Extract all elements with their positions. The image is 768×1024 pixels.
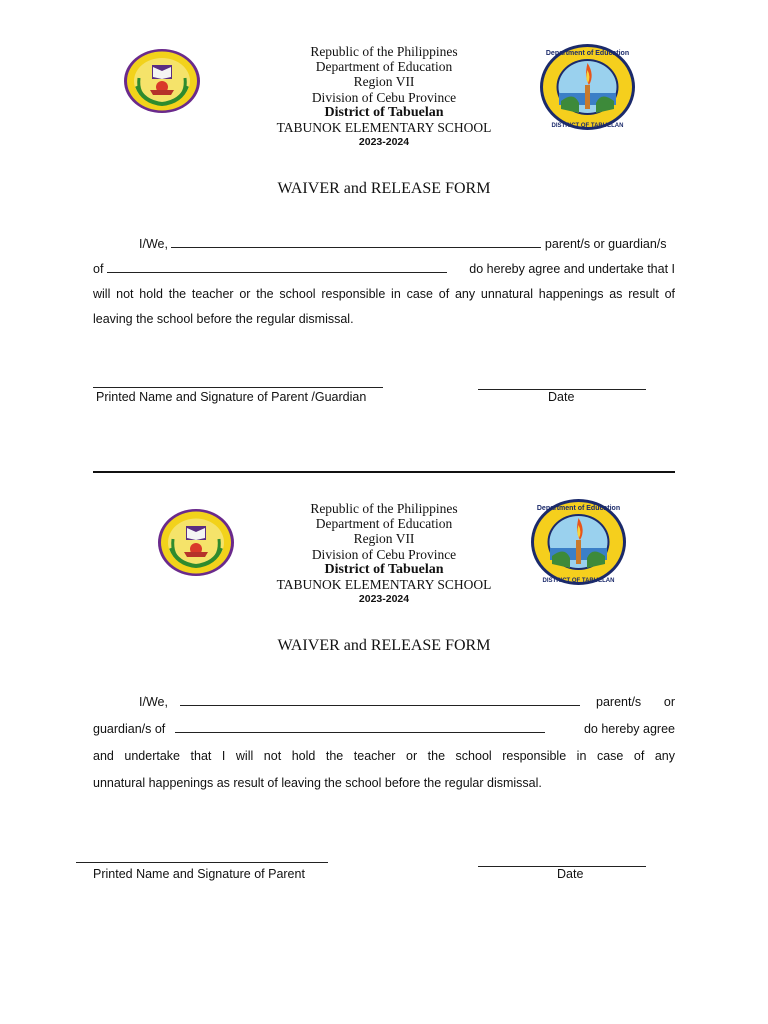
guardian-of-label: guardian/s of — [93, 722, 166, 736]
deped-seal-bottom-text: DISTRICT OF TABUELAN — [551, 123, 624, 129]
letterhead — [0, 501, 768, 607]
letterhead-country: Republic of the Philippines — [310, 44, 458, 59]
letterhead-region: Region VII — [353, 531, 415, 547]
signature-line[interactable] — [76, 862, 328, 863]
of-label: of — [93, 262, 104, 276]
iwe-label: I/We, — [139, 695, 168, 709]
deped-seal-top-text: Department of Education — [545, 50, 630, 57]
letterhead-department: Department of Education — [315, 516, 453, 532]
date-label: Date — [557, 867, 584, 881]
letterhead-school: TABUNOK ELEMENTARY SCHOOL — [276, 577, 492, 593]
letterhead-region: Region VII — [353, 74, 415, 90]
letterhead-division: Division of Cebu Province — [311, 89, 457, 105]
letterhead-department: Department of Education — [315, 59, 453, 75]
letterhead-school-year: 2023-2024 — [358, 136, 410, 149]
letterhead-school-year: 2023-2024 — [358, 593, 410, 606]
letterhead-school: TABUNOK ELEMENTARY SCHOOL — [276, 120, 492, 136]
body-line-3: will not hold the teacher or the school responsible in case of any unnatural happenings as result of — [93, 287, 675, 301]
body-line-3: and undertake that I will not hold the teacher or the school responsible in case of any — [93, 749, 675, 763]
date-label: Date — [548, 390, 575, 404]
body-line-1 — [93, 695, 675, 709]
body-line-2 — [93, 722, 675, 736]
agree-text: do hereby agree — [583, 722, 675, 736]
form-title: WAIVER and RELEASE FORM — [277, 637, 491, 654]
form-title: WAIVER and RELEASE FORM — [277, 180, 491, 197]
letterhead-district: District of Tabuelan — [324, 104, 444, 120]
parent-guardian-label: parent/s or guardian/s — [544, 237, 667, 251]
agree-text: do hereby agree and undertake that I — [469, 262, 675, 276]
letterhead-division: Division of Cebu Province — [311, 546, 457, 562]
body-line-4: unnatural happenings as result of leaving the school before the regular dismissal. — [93, 776, 542, 790]
iwe-label: I/We, — [139, 237, 168, 251]
signature-label: Printed Name and Signature of Parent /Guardian — [96, 390, 367, 404]
or-label: or — [663, 695, 675, 709]
parent-label: parent/s — [596, 695, 642, 709]
deped-seal-bottom-text: DISTRICT OF TABUELAN — [542, 578, 615, 584]
student-name-blank[interactable] — [175, 731, 545, 733]
body-line-4: leaving the school before the regular dismissal. — [93, 312, 354, 326]
name-blank[interactable] — [180, 704, 580, 706]
letterhead-country: Republic of the Philippines — [310, 501, 458, 516]
waiver-body — [93, 695, 675, 805]
deped-seal-top-text: Department of Education — [536, 505, 621, 512]
signature-label: Printed Name and Signature of Parent — [93, 867, 305, 881]
letterhead-district: District of Tabuelan — [324, 561, 444, 577]
